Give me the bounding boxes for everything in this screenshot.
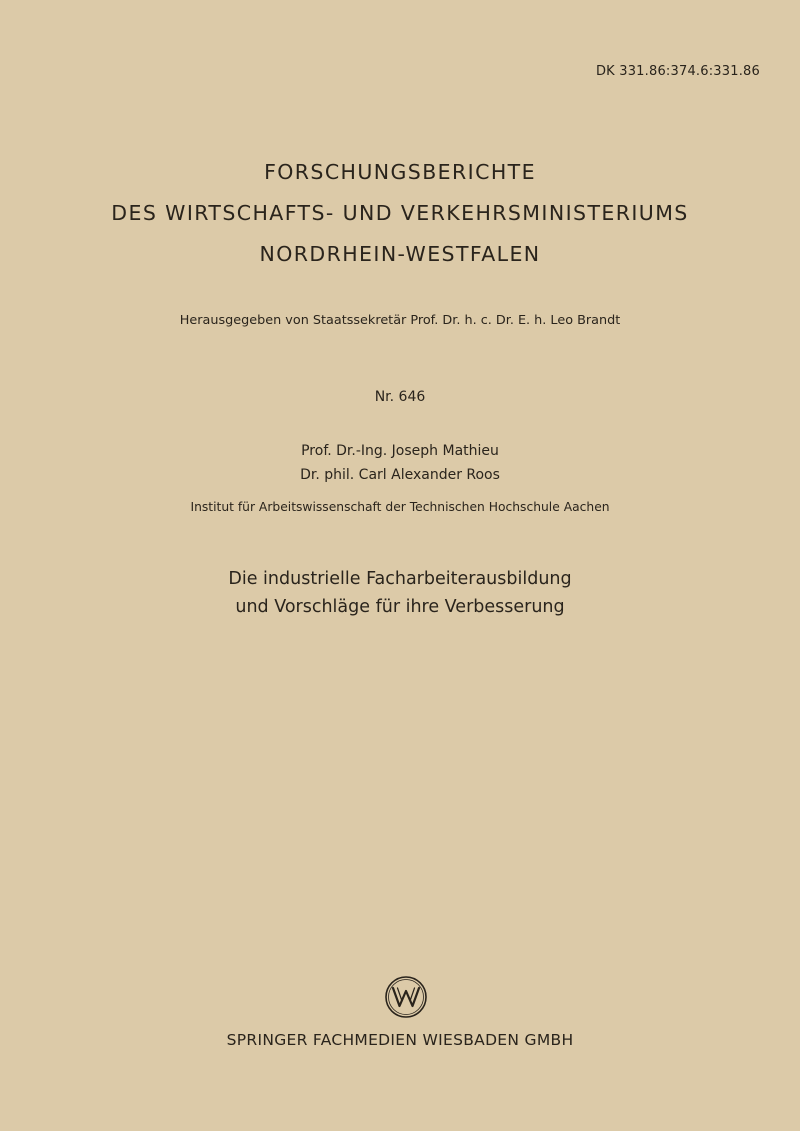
- series-title-line-2: DES WIRTSCHAFTS- UND VERKEHRSMINISTERIUMS: [111, 201, 689, 225]
- series-title: [0, 152, 800, 275]
- author-name: Dr. phil. Carl Alexander Roos: [300, 467, 500, 483]
- editor-line: Herausgegeben von Staatssekretär Prof. Dr. h. c. Dr. E. h. Leo Brandt: [179, 313, 621, 328]
- classification-code: DK 331.86:374.6:331.86: [595, 64, 760, 79]
- series-title-line-1: FORSCHUNGSBERICHTE: [264, 160, 536, 184]
- book-title-line-2: und Vorschläge für ihre Verbesserung: [235, 597, 565, 617]
- book-title-line-1: Die industrielle Facharbeiterausbildung: [228, 569, 572, 589]
- report-number: Nr. 646: [374, 389, 426, 405]
- institute-line: Institut für Arbeitswissenschaft der Technischen Hochschule Aachen: [190, 500, 610, 514]
- series-title-line-3: NORDRHEIN-WESTFALEN: [259, 242, 541, 266]
- springer-vw-logo-icon: [384, 975, 428, 1019]
- author-list: [0, 439, 800, 487]
- author-name: Prof. Dr.-Ing. Joseph Mathieu: [301, 443, 499, 459]
- book-title: [0, 565, 800, 621]
- publisher-name: SPRINGER FACHMEDIEN WIESBADEN GMBH: [226, 1031, 574, 1049]
